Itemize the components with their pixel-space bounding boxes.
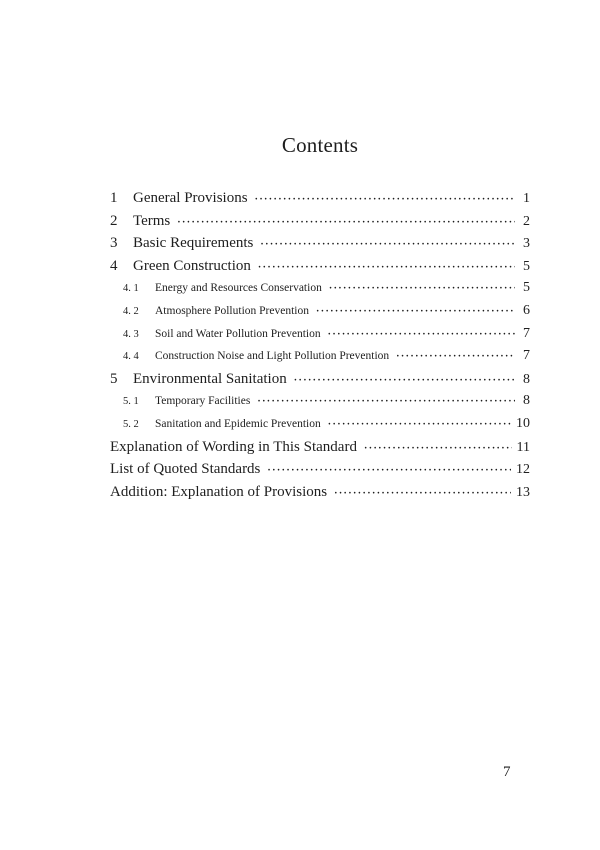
toc-entry-page: 7 xyxy=(523,348,530,364)
toc-entry-title: Environmental Sanitation xyxy=(133,370,287,387)
toc-entry-page: 5 xyxy=(523,258,530,274)
toc-entry-number: 5. 2 xyxy=(123,418,139,430)
toc-entry-number: 4 xyxy=(110,257,118,274)
toc-entry-title: Energy and Resources Conservation xyxy=(155,282,322,295)
toc-entry-number: 4. 2 xyxy=(123,305,139,317)
page-number: 7 xyxy=(503,764,511,780)
toc-entry-number: 5. 1 xyxy=(123,396,139,408)
toc-entry-title: List of Quoted Standards xyxy=(110,461,261,478)
toc-entry[interactable] xyxy=(110,258,530,281)
toc-entry-number: 1 xyxy=(110,190,118,206)
toc-entry[interactable] xyxy=(110,484,530,507)
dot-leader xyxy=(257,396,515,407)
toc-entry-page: 12 xyxy=(516,462,530,478)
toc-entry-page: 10 xyxy=(516,415,530,431)
toc-entry-number: 4. 1 xyxy=(123,283,139,295)
toc-entry-title: Temporary Facilities xyxy=(155,395,251,408)
toc-entry-title: Green Construction xyxy=(133,257,251,274)
page-title: Contents xyxy=(281,133,359,157)
table-of-contents xyxy=(110,190,530,506)
toc-entry-number: 4. 4 xyxy=(123,351,139,363)
toc-entry-title: Terms xyxy=(133,212,171,229)
toc-entry[interactable] xyxy=(110,461,530,484)
toc-subentry[interactable] xyxy=(110,280,530,303)
toc-entry[interactable] xyxy=(110,190,530,213)
toc-subentry[interactable] xyxy=(110,393,530,416)
dot-leader xyxy=(329,283,515,294)
toc-entry-page: 5 xyxy=(523,280,530,296)
toc-entry-title: Sanitation and Epidemic Prevention xyxy=(155,417,321,430)
toc-entry-page: 3 xyxy=(523,236,530,252)
toc-entry-number: 3 xyxy=(110,235,118,252)
toc-entry-title: Atmosphere Pollution Prevention xyxy=(155,304,309,317)
toc-entry-title: Soil and Water Pollution Prevention xyxy=(155,327,321,340)
toc-entry-page: 2 xyxy=(523,213,530,229)
dot-leader xyxy=(260,239,515,250)
toc-entry-page: 6 xyxy=(523,302,530,318)
dot-leader xyxy=(334,488,511,499)
dot-leader xyxy=(258,262,515,273)
toc-subentry[interactable] xyxy=(110,348,530,371)
toc-entry-title: Addition: Explanation of Provisions xyxy=(110,483,328,500)
dot-leader xyxy=(364,443,512,454)
dot-leader xyxy=(316,306,515,317)
toc-entry-page: 8 xyxy=(523,393,530,409)
dot-leader xyxy=(328,419,511,430)
toc-entry[interactable] xyxy=(110,235,530,258)
toc-entry-number: 2 xyxy=(110,212,118,229)
toc-entry-number: 4. 3 xyxy=(123,328,139,340)
toc-entry-number: 5 xyxy=(110,370,118,387)
toc-subentry[interactable] xyxy=(110,303,530,326)
toc-entry[interactable] xyxy=(110,371,530,394)
toc-entry-page: 8 xyxy=(523,371,530,387)
dot-leader xyxy=(177,217,515,228)
toc-entry-title: Explanation of Wording in This Standard xyxy=(110,438,357,455)
dot-leader xyxy=(328,329,515,340)
toc-entry-title: General Provisions xyxy=(133,190,248,206)
toc-entry[interactable] xyxy=(110,213,530,236)
dot-leader xyxy=(294,375,515,386)
toc-entry-page: 1 xyxy=(523,191,530,206)
toc-entry-page: 11 xyxy=(516,439,530,455)
toc-subentry[interactable] xyxy=(110,416,530,439)
dot-leader xyxy=(267,465,511,476)
toc-entry-page: 13 xyxy=(516,484,530,500)
toc-subentry[interactable] xyxy=(110,326,530,349)
toc-entry-title: Construction Noise and Light Pollution Prevention xyxy=(155,350,390,363)
toc-entry-title: Basic Requirements xyxy=(133,235,254,252)
toc-entry[interactable] xyxy=(110,439,530,462)
toc-entry-page: 7 xyxy=(523,325,530,341)
dot-leader xyxy=(396,351,515,362)
dot-leader xyxy=(255,194,515,205)
